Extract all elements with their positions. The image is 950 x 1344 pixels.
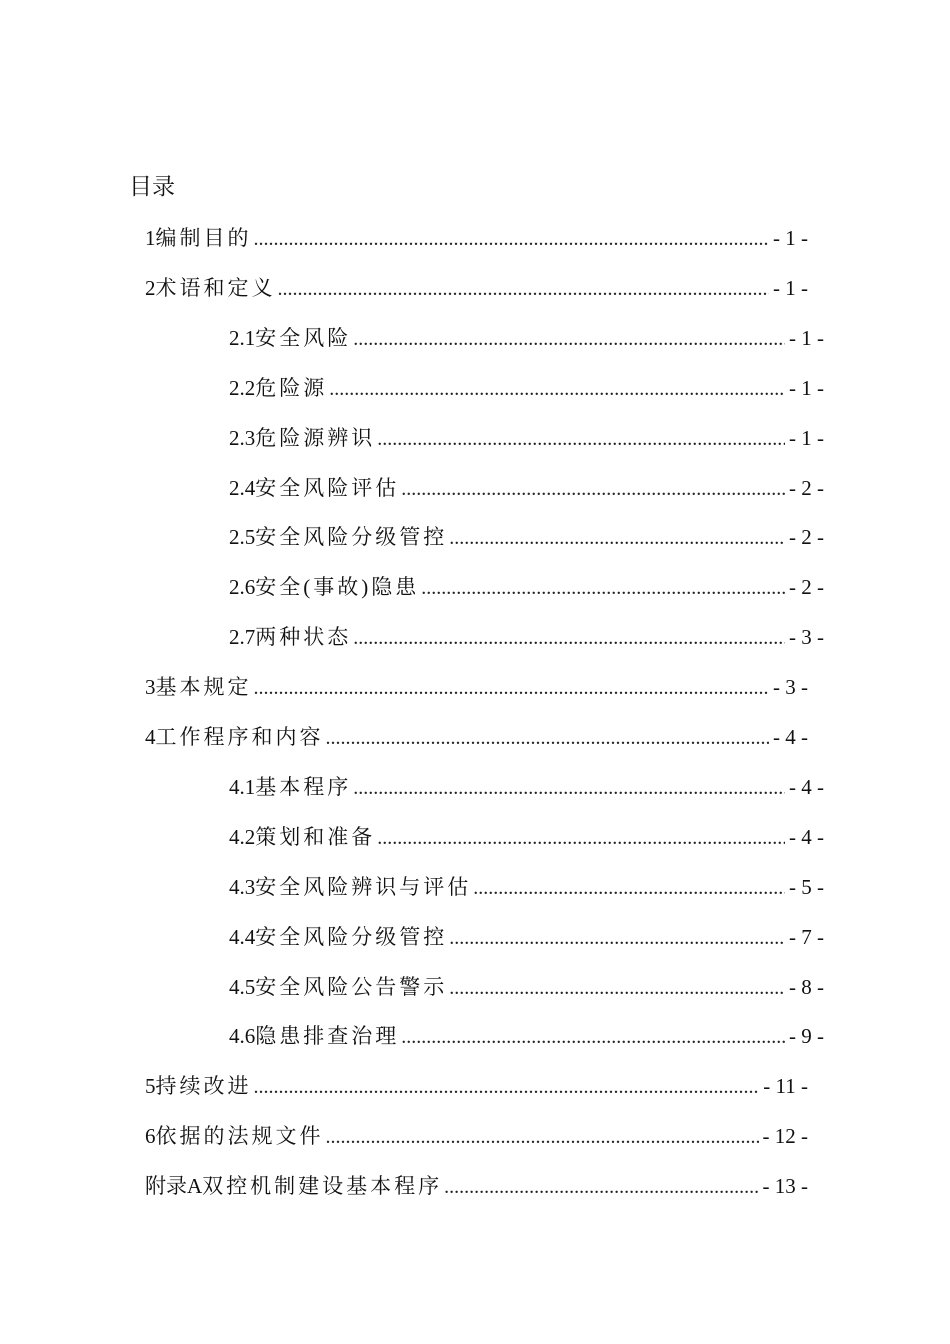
toc-entry[interactable] xyxy=(145,272,808,304)
toc-entry-title: 安全风险分级管控 xyxy=(255,925,448,949)
toc-dot-leader xyxy=(326,1121,759,1153)
toc-entry-page-number: - 9 - xyxy=(789,1024,824,1048)
toc-entry-page-number: - 2 - xyxy=(789,575,824,599)
toc-entry[interactable] xyxy=(229,472,824,504)
toc-entry-page-number: - 1 - xyxy=(773,226,808,250)
toc-heading: 目录 xyxy=(129,174,175,199)
toc-dot-leader xyxy=(421,572,785,604)
toc-entry-number: 5 xyxy=(145,1074,156,1098)
toc-entry-page-number: - 2 - xyxy=(789,476,824,500)
toc-dot-leader xyxy=(329,373,785,405)
toc-dot-leader xyxy=(254,672,770,704)
toc-entry-number: 4.4 xyxy=(229,925,256,949)
toc-dot-leader xyxy=(326,722,770,754)
toc-entry[interactable] xyxy=(229,521,824,553)
toc-entry[interactable] xyxy=(229,821,824,853)
toc-entry-title: 危险源 xyxy=(255,376,328,400)
toc-entry-page-number: - 8 - xyxy=(789,975,824,999)
toc-entry-title: 双控机制建设基本程序 xyxy=(202,1174,443,1198)
toc-dot-leader xyxy=(401,1021,785,1053)
toc-entry-number: 4 xyxy=(145,725,156,749)
toc-entry-title: 安全风险辨识与评估 xyxy=(255,875,472,899)
toc-entry-number: 4.5 xyxy=(229,975,256,999)
toc-entry-page-number: - 1 - xyxy=(789,426,824,450)
toc-entry-number: 4.6 xyxy=(229,1024,256,1048)
toc-entry-title: 术语和定义 xyxy=(155,276,276,300)
toc-entry[interactable] xyxy=(145,721,808,753)
toc-entry-number: 2.5 xyxy=(229,525,256,549)
toc-entry-number: 2.1 xyxy=(229,326,256,350)
toc-entry-number: 2.3 xyxy=(229,426,256,450)
toc-entry-page-number: - 4 - xyxy=(789,775,824,799)
toc-dot-leader xyxy=(254,1071,760,1103)
toc-entry-title: 隐患排查治理 xyxy=(255,1024,400,1048)
toc-entry-page-number: - 1 - xyxy=(773,276,808,300)
toc-entry-number: 4.1 xyxy=(229,775,256,799)
toc-dot-leader xyxy=(353,622,785,654)
toc-dot-leader xyxy=(473,872,785,904)
toc-entry-title: 安全风险 xyxy=(255,326,352,350)
toc-entry-page-number: - 2 - xyxy=(789,525,824,549)
toc-entry-page-number: - 3 - xyxy=(789,625,824,649)
toc-dot-leader xyxy=(377,822,785,854)
toc-entry-number: 2.7 xyxy=(229,625,256,649)
toc-entry-number: 4.2 xyxy=(229,825,256,849)
toc-entry-number: 2.2 xyxy=(229,376,256,400)
toc-entry[interactable] xyxy=(145,1070,808,1102)
toc-entry[interactable] xyxy=(229,871,824,903)
toc-dot-leader xyxy=(353,323,785,355)
toc-entry[interactable] xyxy=(229,921,824,953)
toc-dot-leader xyxy=(449,522,785,554)
toc-entry[interactable] xyxy=(145,1120,808,1152)
toc-entry-number: 2 xyxy=(145,276,156,300)
toc-entry[interactable] xyxy=(229,971,824,1003)
toc-entry-title: 安全(事故)隐患 xyxy=(255,575,420,599)
toc-entry[interactable] xyxy=(229,771,824,803)
toc-entry[interactable] xyxy=(145,222,808,254)
toc-dot-leader xyxy=(444,1171,758,1203)
toc-entry-title: 两种状态 xyxy=(255,625,352,649)
toc-entry-number: 4.3 xyxy=(229,875,256,899)
toc-entry-title: 安全风险评估 xyxy=(255,476,400,500)
toc-entry-title: 依据的法规文件 xyxy=(155,1124,324,1148)
toc-entry-page-number: - 11 - xyxy=(763,1074,808,1098)
toc-entry[interactable] xyxy=(229,571,824,603)
toc-entry-number: 6 xyxy=(145,1124,156,1148)
toc-dot-leader xyxy=(377,423,785,455)
toc-entry[interactable] xyxy=(229,422,824,454)
toc-entry[interactable] xyxy=(145,671,808,703)
toc-entry-page-number: - 5 - xyxy=(789,875,824,899)
toc-entry-title: 安全风险公告警示 xyxy=(255,975,448,999)
toc-entry-number: 附录A xyxy=(145,1174,203,1198)
toc-dot-leader xyxy=(449,972,785,1004)
toc-entry-number: 2.4 xyxy=(229,476,256,500)
toc-entry-title: 工作程序和内容 xyxy=(155,725,324,749)
toc-entry-page-number: - 1 - xyxy=(789,376,824,400)
toc-entry-page-number: - 7 - xyxy=(789,925,824,949)
toc-entry-title: 基本程序 xyxy=(255,775,352,799)
toc-dot-leader xyxy=(254,223,770,255)
toc-entry-page-number: - 3 - xyxy=(773,675,808,699)
toc-entry-page-number: - 4 - xyxy=(773,725,808,749)
toc-entry[interactable] xyxy=(229,322,824,354)
toc-entry-title: 编制目的 xyxy=(155,226,252,250)
toc-entry[interactable] xyxy=(229,1020,824,1052)
toc-entry-page-number: - 4 - xyxy=(789,825,824,849)
toc-entry[interactable] xyxy=(229,621,824,653)
toc-entry-page-number: - 12 - xyxy=(762,1124,808,1148)
toc-entry-page-number: - 1 - xyxy=(789,326,824,350)
toc-entry-number: 2.6 xyxy=(229,575,256,599)
toc-entry[interactable] xyxy=(145,1170,808,1202)
toc-entry-title: 危险源辨识 xyxy=(255,426,376,450)
toc-entry-number: 1 xyxy=(145,226,156,250)
toc-entry-title: 基本规定 xyxy=(155,675,252,699)
toc-entry-title: 策划和准备 xyxy=(255,825,376,849)
toc-dot-leader xyxy=(278,273,770,305)
toc-entry-title: 持续改进 xyxy=(155,1074,252,1098)
toc-dot-leader xyxy=(401,473,785,505)
toc-entry-number: 3 xyxy=(145,675,156,699)
toc-entry-page-number: - 13 - xyxy=(762,1174,808,1198)
toc-dot-leader xyxy=(353,772,785,804)
toc-entry[interactable] xyxy=(229,372,824,404)
toc-entry-title: 安全风险分级管控 xyxy=(255,525,448,549)
toc-dot-leader xyxy=(449,922,785,954)
